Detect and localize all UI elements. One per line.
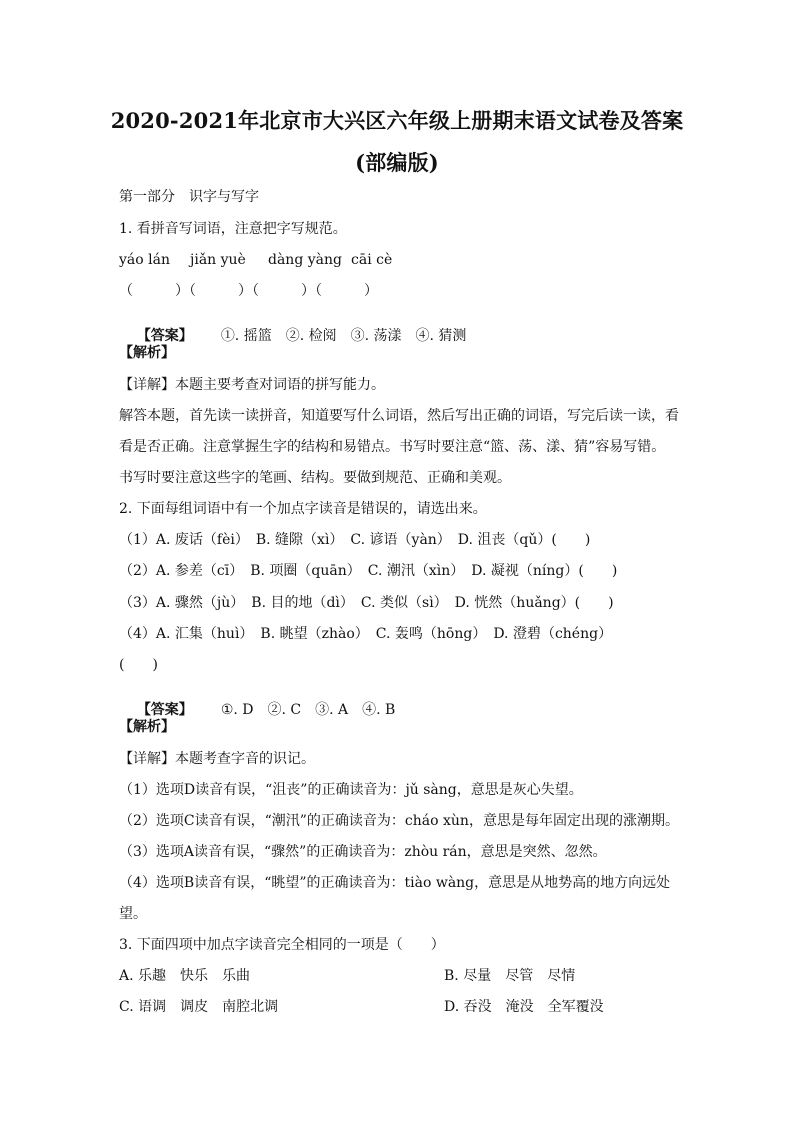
q2-analysis-tag: 【解析】: [119, 719, 175, 735]
answer-tag: 【答案】: [136, 702, 193, 718]
q2-explain-4-line1: （4）选项B读音有误，“眺望”的正确读音为：tiào wàng，意思是从地势高的地方向远处: [119, 875, 671, 891]
q1-blanks: （ ）（ ）（ ）（ ）: [119, 283, 378, 299]
q2-detail: 【详解】本题考查字音的识记。: [119, 751, 315, 767]
q1-pinyin-4: cāi cè: [351, 252, 393, 268]
q2-explain-4-line2: 望。: [119, 906, 147, 922]
q1-stem: 1. 看拼音写词语，注意把字写规范。: [119, 221, 347, 237]
q2-explain-3: （3）选项A读音有误，“骤然”的正确读音为：zhòu rán，意思是突然、忽然。: [119, 844, 607, 860]
q3-option-d: D. 吞没 淹没 全军覆没: [444, 999, 604, 1015]
answer-tag: 【答案】: [136, 328, 193, 344]
q2-answer-text: ①. D ②. C ③. A ④. B: [220, 702, 396, 718]
q3-option-c: C. 语调 调皮 南腔北调: [119, 999, 279, 1015]
q1-answer-text: ①. 摇篮 ②. 检阅 ③. 荡漾 ④. 猜测: [220, 328, 467, 344]
q3-option-b: B. 尽量 尽管 尽情: [444, 968, 576, 984]
q1-pinyin-2: jiǎn yuè: [190, 252, 246, 268]
q2-stem: 2. 下面每组词语中有一个加点字读音是错误的，请选出来。: [119, 501, 487, 517]
q1-analysis-tag: 【解析】: [119, 345, 175, 361]
q2-row-4: （4）A. 汇集（huì） B. 眺望（zhào） C. 轰鸣（hōng） D. 澄碧（chéng）: [119, 626, 613, 642]
q3-stem: 3. 下面四项中加点字读音完全相同的一项是（ ）: [119, 937, 445, 953]
q1-para1-line1: 解答本题，首先读一读拼音，知道要写什么词语，然后写出正确的词语，写完后读一读，看: [119, 408, 679, 424]
q1-para1-line3: 书写时要注意这些字的笔画、结构。要做到规范、正确和美观。: [119, 470, 511, 486]
q2-row-2: （2）A. 参差（cī） B. 项圈（quān） C. 潮汛（xìn） D. 凝视（níng）( ): [119, 563, 618, 579]
q1-pinyin-3: dàng yàng: [268, 252, 342, 268]
q1-detail: 【详解】本题主要考查对词语的拼写能力。: [119, 377, 385, 393]
section-heading: 第一部分 识字与写字: [119, 189, 259, 205]
q3-option-a: A. 乐趣 快乐 乐曲: [119, 968, 251, 984]
document-title-line1: 2020-2021年北京市大兴区六年级上册期末语文试卷及答案: [110, 108, 684, 133]
q1-pinyin-1: yáo lán: [119, 252, 170, 268]
document-title-line2: (部编版): [355, 150, 439, 175]
q2-explain-2: （2）选项C读音有误，“潮汛”的正确读音为：cháo xùn，意思是每年固定出现的涨潮期。: [119, 813, 679, 829]
q2-row-4-blank: ( ): [119, 657, 158, 673]
q2-row-1: （1）A. 废话（fèi） B. 缝隙（xì） C. 谚语（yàn） D. 沮丧（qǔ）( ): [119, 532, 591, 548]
q1-para1-line2: 看是否正确。注意掌握生字的结构和易错点。书写时要注意“篮、荡、漾、猜”容易写错。: [119, 439, 666, 455]
q2-explain-1: （1）选项D读音有误，“沮丧”的正确读音为：jǔ sàng，意思是灰心失望。: [119, 782, 583, 798]
q2-row-3: （3）A. 骤然（jù） B. 目的地（dì） C. 类似（sì） D. 恍然（huǎng）( ): [119, 595, 614, 611]
